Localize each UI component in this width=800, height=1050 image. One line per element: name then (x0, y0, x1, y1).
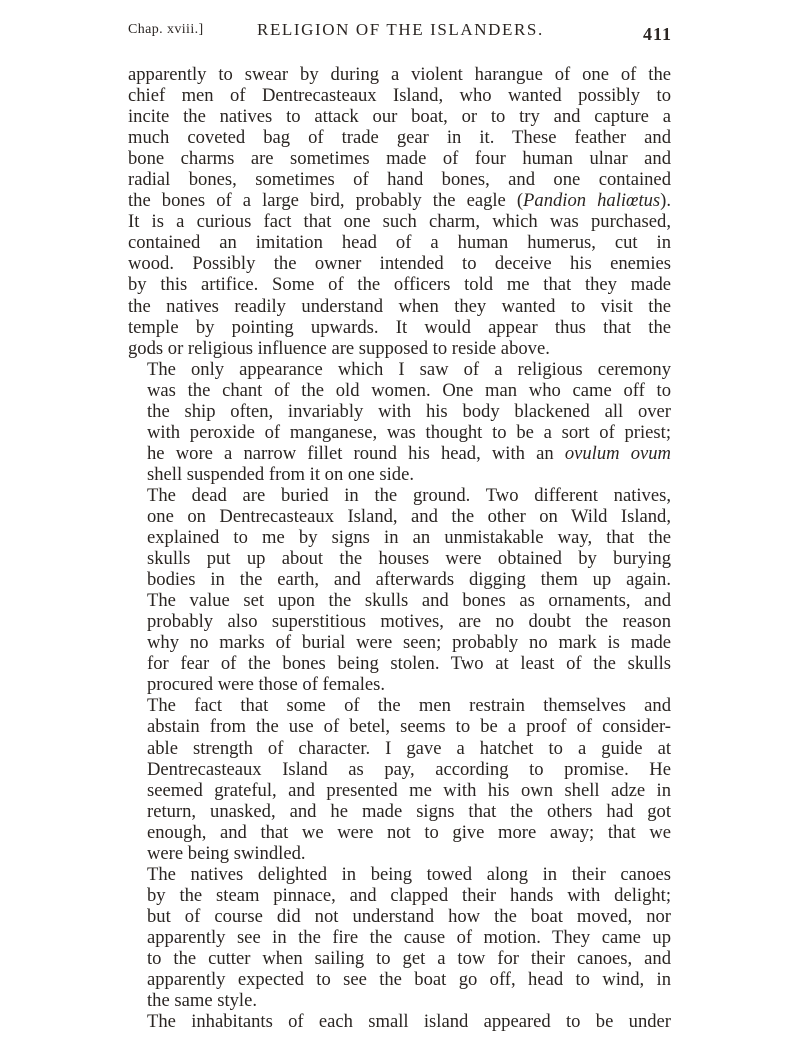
text-line: The fact that some of the men restrain themselves and (147, 695, 671, 717)
text-line: apparently expected to see the boat go off, head to wind, in (147, 969, 671, 991)
page-number: 411 (642, 24, 672, 44)
text-line: were being swindled. (147, 842, 306, 864)
text-line: the bones of a large bird, probably the eagle (Pandion haliœtus). (128, 190, 671, 212)
text-line: The dead are buried in the ground. Two different natives, (147, 484, 671, 506)
text-line: The only appearance which I saw of a religious ceremony (147, 358, 671, 380)
text-line: much coveted bag of trade gear in it. These feather and (128, 127, 671, 149)
text-line: was the chant of the old women. One man who came off to (147, 379, 671, 401)
text-line: The value set upon the skulls and bones as ornaments, and (147, 590, 671, 612)
text-line: seemed grateful, and presented me with his own shell adze in (147, 779, 671, 801)
text-line: chief men of Dentrecasteaux Island, who wanted possibly to (128, 85, 671, 107)
text-line: The natives delighted in being towed along in their canoes (147, 863, 671, 885)
text-line: able strength of character. I gave a hatchet to a guide at (147, 737, 671, 759)
text-line: temple by pointing upwards. It would appear thus that the (128, 316, 671, 338)
paragraph (128, 864, 671, 1011)
text-line: gods or religious influence are supposed to reside above. (128, 337, 550, 359)
text-line: contained an imitation head of a human humerus, cut in (128, 232, 671, 254)
text-line: radial bones, sometimes of hand bones, and one contained (128, 169, 671, 191)
text-line: probably also superstitious motives, are no doubt the reason (147, 611, 671, 633)
text-line: The inhabitants of each small island appeared to be under (147, 1011, 671, 1033)
text-line: the natives readily understand when they wanted to visit the (128, 295, 671, 317)
text-line: by the steam pinnace, and clapped their hands with delight; (147, 884, 671, 906)
text-line: for fear of the bones being stolen. Two at least of the skulls (147, 653, 671, 675)
text-line: the ship often, invariably with his body blackened all over (147, 400, 671, 422)
paragraph (128, 1011, 671, 1032)
text-line: with peroxide of manganese, was thought to be a sort of priest; (147, 421, 671, 443)
body-text (128, 64, 671, 1032)
text-line: apparently to swear by during a violent harangue of one of the (128, 64, 671, 85)
text-line: bone charms are sometimes made of four human ulnar and (128, 148, 671, 170)
text-line: enough, and that we were not to give more away; that we (147, 821, 671, 843)
text-line: It is a curious fact that one such charm, which was purchased, (128, 211, 671, 233)
chapter-label: Chap. xviii.] (128, 22, 204, 37)
text-line: incite the natives to attack our boat, or to try and capture a (128, 106, 671, 128)
running-header (128, 18, 676, 44)
text-line: wood. Possibly the owner intended to deceive his enemies (128, 253, 671, 275)
text-line: apparently see in the fire the cause of motion. They came up (147, 926, 671, 948)
text-line: the same style. (147, 990, 257, 1012)
text-line: abstain from the use of betel, seems to be a proof of consider- (147, 716, 671, 738)
italic-term: ovulum ovum (564, 442, 671, 464)
text-line: bodies in the earth, and afterwards digging them up again. (147, 569, 671, 591)
paragraph (128, 695, 671, 863)
text-line: return, unasked, and he made signs that the others had got (147, 800, 671, 822)
text-line: procured were those of females. (147, 674, 385, 696)
text-line: but of course did not understand how the boat moved, nor (147, 905, 671, 927)
paragraph (128, 485, 671, 695)
text-line: he wore a narrow fillet round his head, with an ovulum ovum (147, 442, 671, 464)
text-line: one on Dentrecasteaux Island, and the other on Wild Island, (147, 505, 671, 527)
paragraph (128, 64, 671, 359)
paragraph (128, 359, 671, 485)
text-line: shell suspended from it on one side. (147, 463, 414, 485)
text-line: why no marks of burial were seen; probably no mark is made (147, 632, 671, 654)
italic-term: Pandion haliœtus (523, 190, 661, 212)
text-line: skulls put up about the houses were obtained by burying (147, 548, 671, 570)
text-line: explained to me by signs in an unmistakable way, that the (147, 527, 671, 549)
text-line: by this artifice. Some of the officers told me that they made (128, 274, 671, 296)
text-line: Dentrecasteaux Island as pay, according to promise. He (147, 758, 671, 780)
running-title: RELIGION OF THE ISLANDERS. (257, 20, 544, 39)
text-line: to the cutter when sailing to get a tow for their canoes, and (147, 947, 671, 969)
